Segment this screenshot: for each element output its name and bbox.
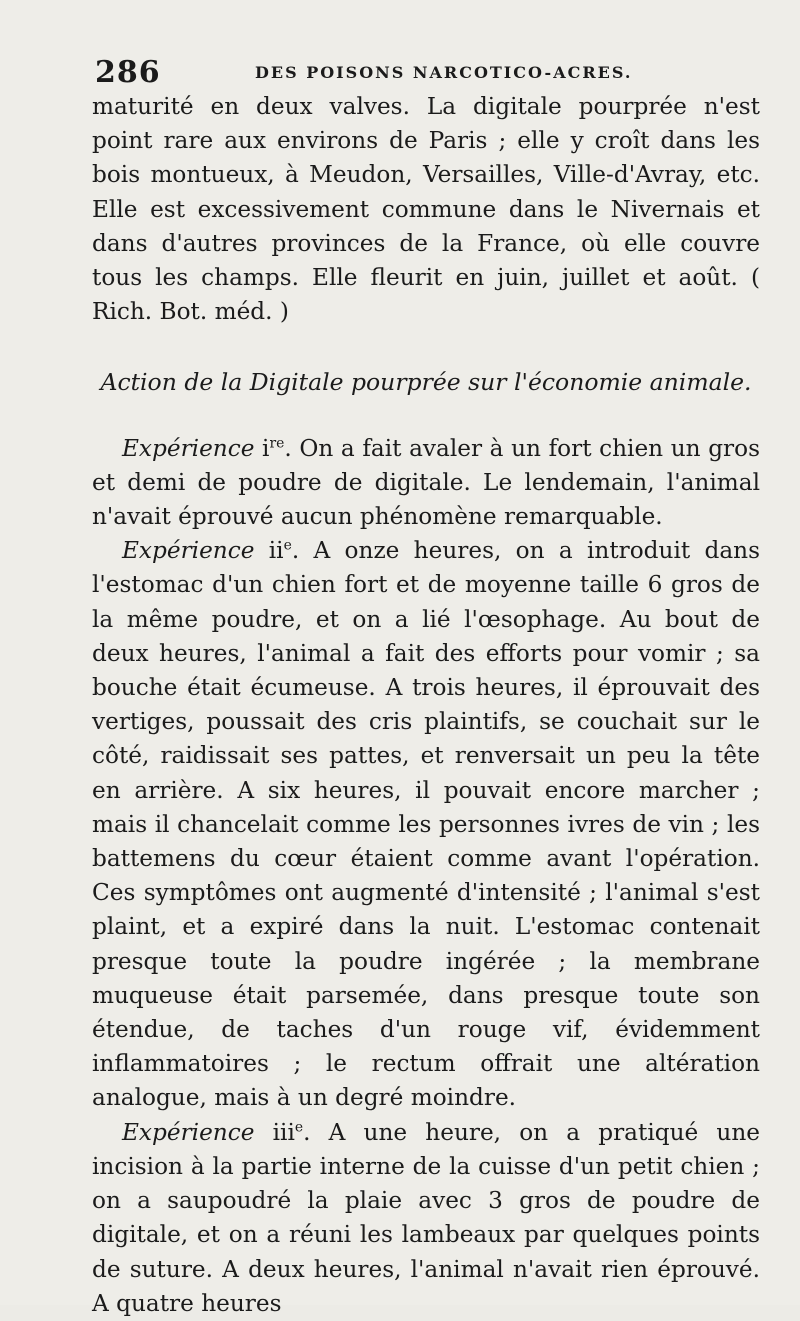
experience-sup: e xyxy=(294,1118,304,1135)
experience-label: Expérience xyxy=(122,434,255,462)
experience-label: Expérience xyxy=(122,1118,255,1146)
experience-label: Expérience xyxy=(122,537,255,565)
page-number: 286 xyxy=(95,55,161,90)
running-title: DES POISONS NARCOTICO-ACRES. xyxy=(255,63,633,82)
experience-sup: re xyxy=(269,434,285,451)
experience-numeral: ii xyxy=(268,537,284,565)
experience-text: . On a fait avaler à un fort chien un gros et demi de poudre de digitale. Le lendemain, l'animal n'avait éprouvé aucun phénomène remarquable. xyxy=(92,434,760,531)
section-title: Action de la Digitale pourprée sur l'économie animale. xyxy=(100,368,752,397)
page-body xyxy=(92,90,760,1321)
paragraph: maturité en deux valves. La digitale pourprée n'est point rare aux environs de Paris ; elle y croît dans les bois montueux, à Meudon, Versailles, Ville-d'Avray, etc. Elle est excessivement commune dans le Nivernais et dans d'autres provinces de la France, où elle couvre tous les champs. Elle fleurit en juin, juillet et août. ( Rich. Bot. méd. ) xyxy=(92,93,760,326)
experience-paragraph xyxy=(92,534,760,1115)
page-header xyxy=(95,55,760,91)
experience-paragraph xyxy=(92,432,760,535)
experience-sup: e xyxy=(283,537,292,554)
experience-numeral: i xyxy=(262,434,270,462)
experience-text: . A onze heures, on a introduit dans l'estomac d'un chien fort et de moyenne taille 6 gros de la même poudre, et on a lié l'œsophage. Au bout de deux heures, l'animal a fait des efforts pour vomir ; sa bouche était écumeuse. A trois heures, il éprouvait des vertiges, poussait des cris plaintifs, se couchait sur le côté, raidissait ses pattes, et renversait un peu la tête en arrière. A six heures, il pouvait encore marcher ; mais il chancelait comme les personnes ivres de vin ; les battemens du cœur étaient comme avant l'opération. Ces symptômes ont augmenté d'intensité ; l'animal s'est plaint, et a expiré dans la nuit. L'estomac contenait presque toute la poudre ingérée ; la membrane muqueuse était parsemée, dans presque toute son étendue, de taches d'un rouge vif, évidemment inflammatoires ; le rectum offrait une altération analogue, mais à un degré moindre. xyxy=(92,537,761,1112)
experience-text: . A une heure, on a pratiqué une incision à la partie interne de la cuisse d'un petit chien ; on a saupoudré la plaie avec 3 gros de poudre de digitale, et on a réuni les lambeaux par quelques points de suture. A deux heures, l'animal n'avait rien éprouvé. A quatre heures xyxy=(92,1118,760,1317)
experience-numeral: iii xyxy=(272,1118,295,1146)
experience-paragraph xyxy=(92,1116,760,1321)
